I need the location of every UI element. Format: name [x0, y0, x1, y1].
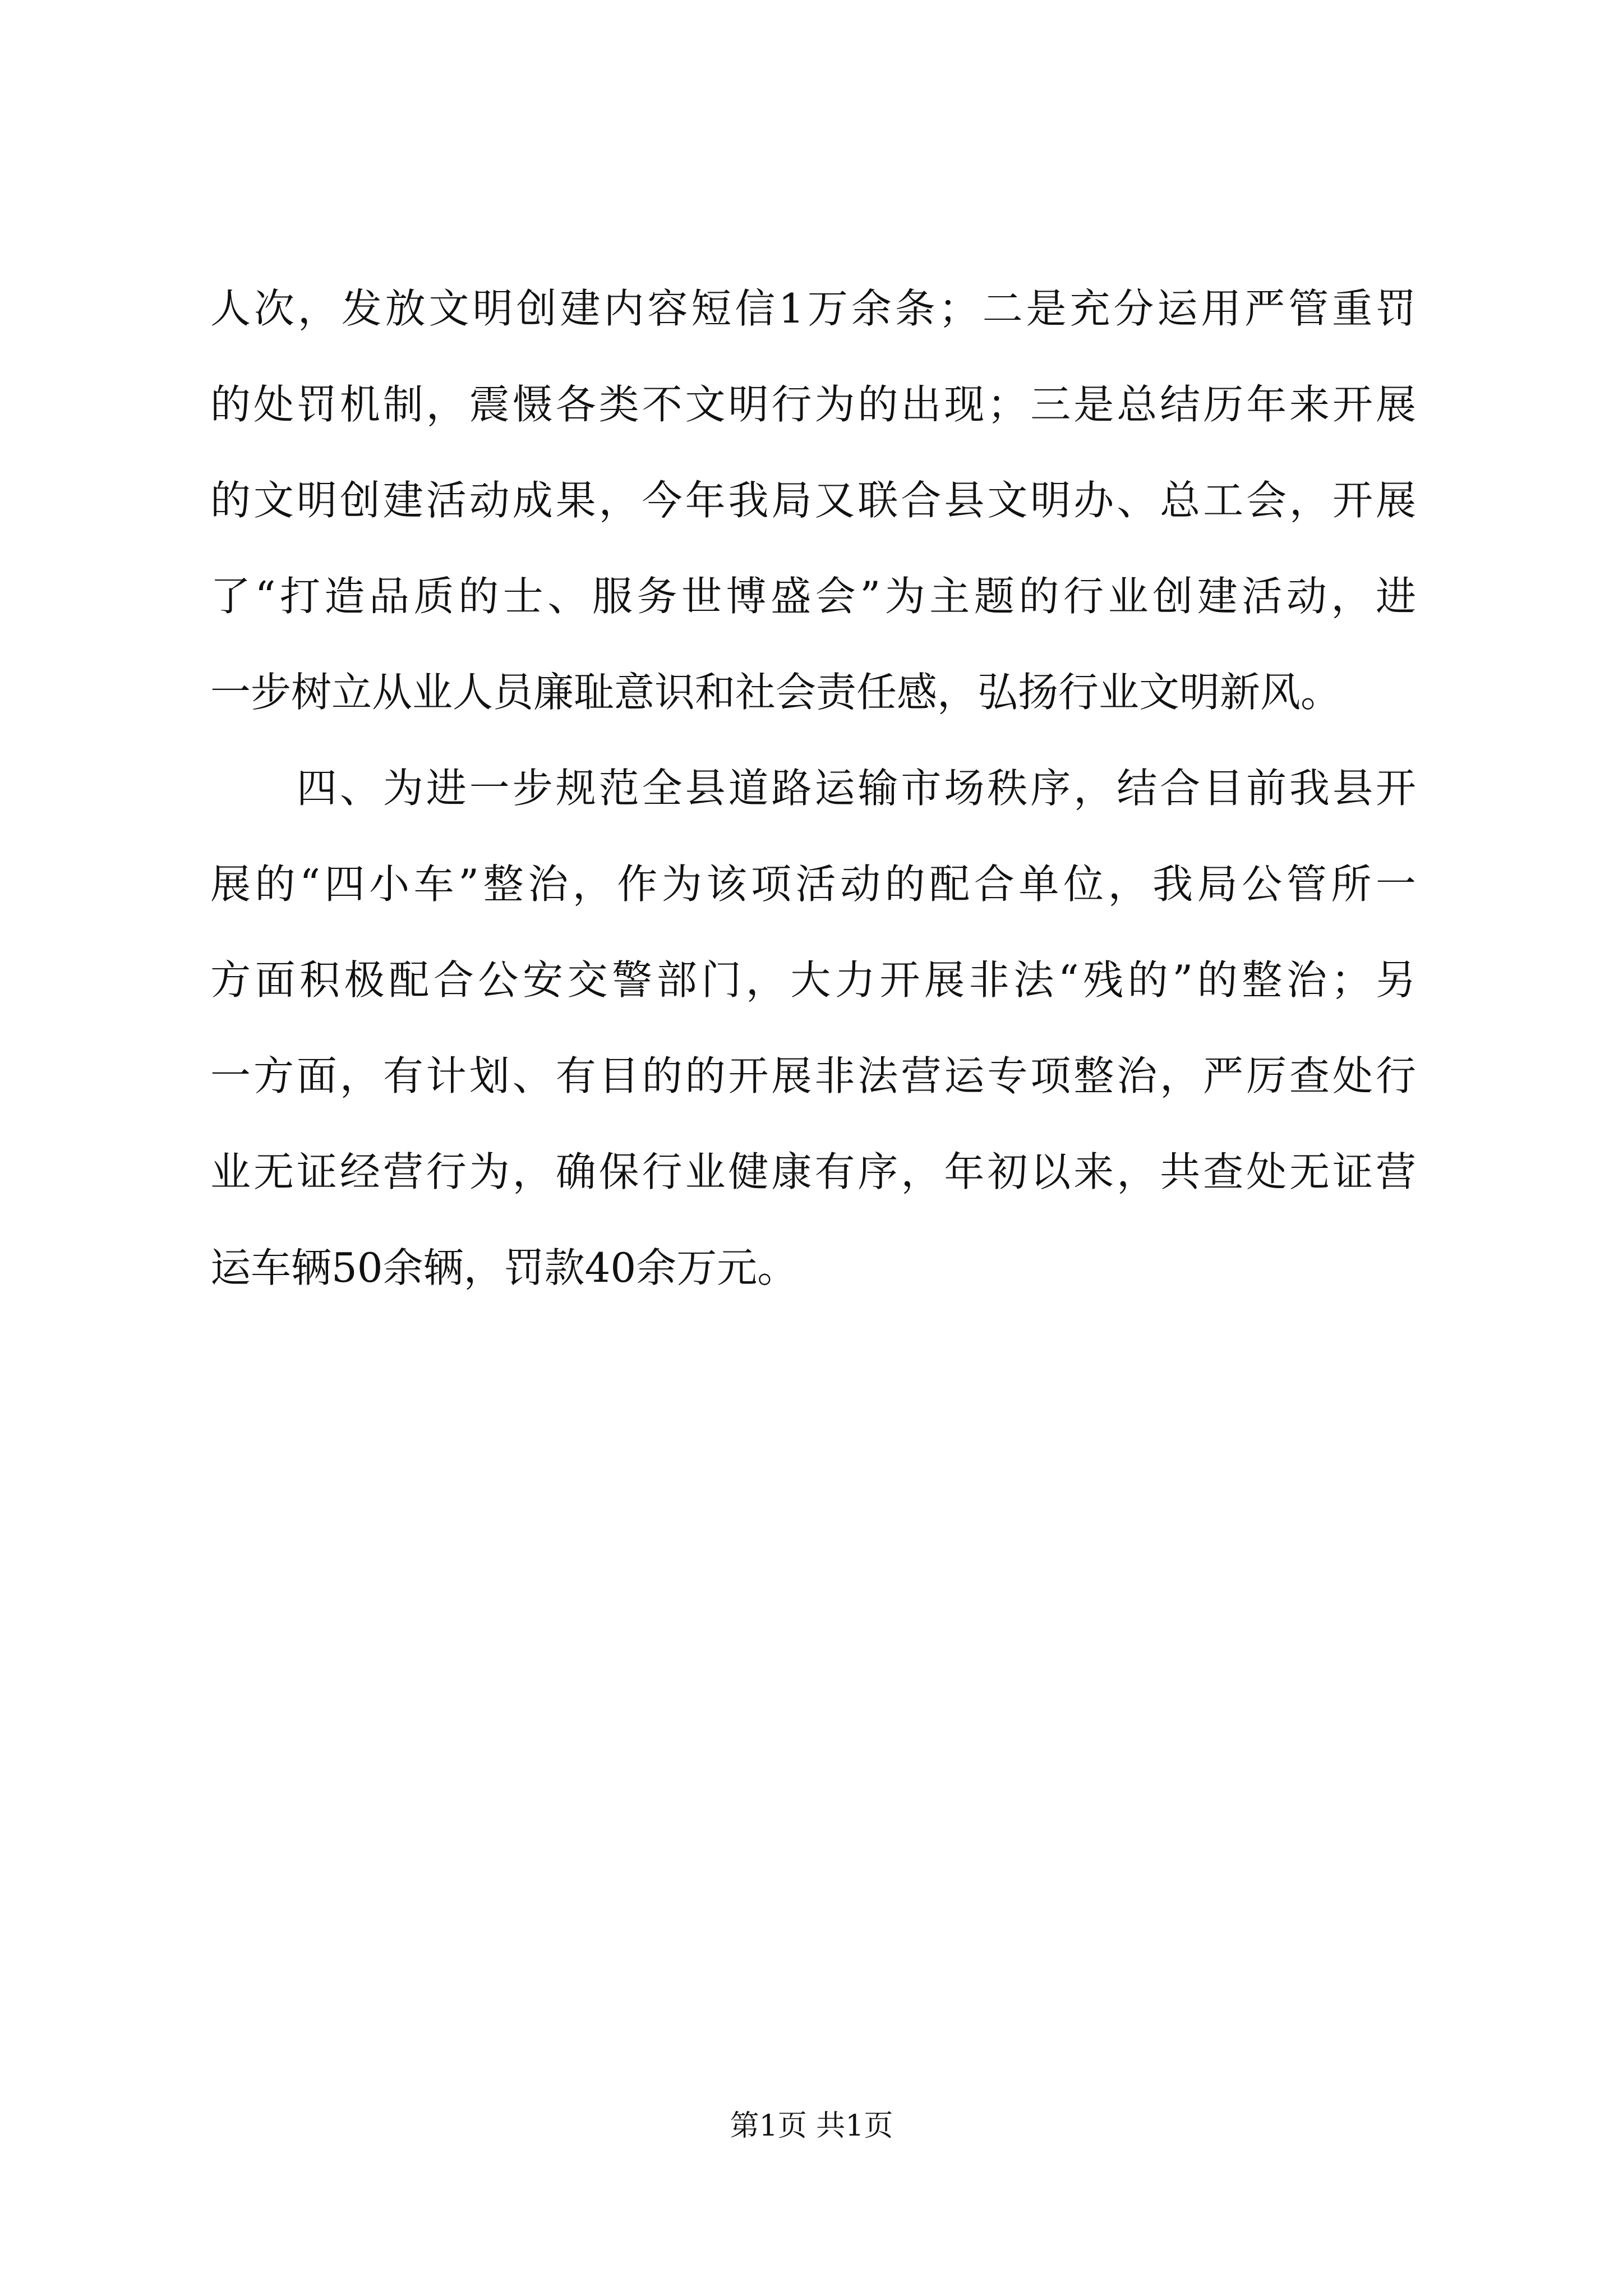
text-line: 一步树立从业人员廉耻意识和社会责任感，弘扬行业文明新风。 [210, 669, 1341, 716]
text-line: 方面积极配合公安交警部门，大力开展非法“残的”的整治；另 [210, 956, 1416, 1004]
text-line: 一方面，有计划、有目的的开展非法营运专项整治，严厉查处行 [210, 1052, 1416, 1099]
text-line: 运车辆50余辆，罚款40余万元。 [210, 1244, 798, 1291]
text-line: 四、为进一步规范全县道路运输市场秩序，结合目前我县开 [210, 765, 1416, 812]
body-text [210, 261, 1416, 1316]
page-footer [0, 2106, 1623, 2146]
text-line: 了“打造品质的士、服务世博盛会”为主题的行业创建活动，进 [210, 573, 1416, 620]
text-line: 展的“四小车”整治，作为该项活动的配合单位，我局公管所一 [210, 861, 1416, 908]
text-line: 人次，发放文明创建内容短信1万余条；二是充分运用严管重罚 [210, 285, 1416, 332]
text-line: 业无证经营行为，确保行业健康有序，年初以来，共查处无证营 [210, 1148, 1416, 1195]
text-line: 的文明创建活动成果，今年我局又联合县文明办、总工会，开展 [210, 477, 1416, 524]
text-line: 的处罚机制，震慑各类不文明行为的出现；三是总结历年来开展 [210, 381, 1416, 428]
page-number: 第1页 共1页 [730, 2109, 893, 2143]
